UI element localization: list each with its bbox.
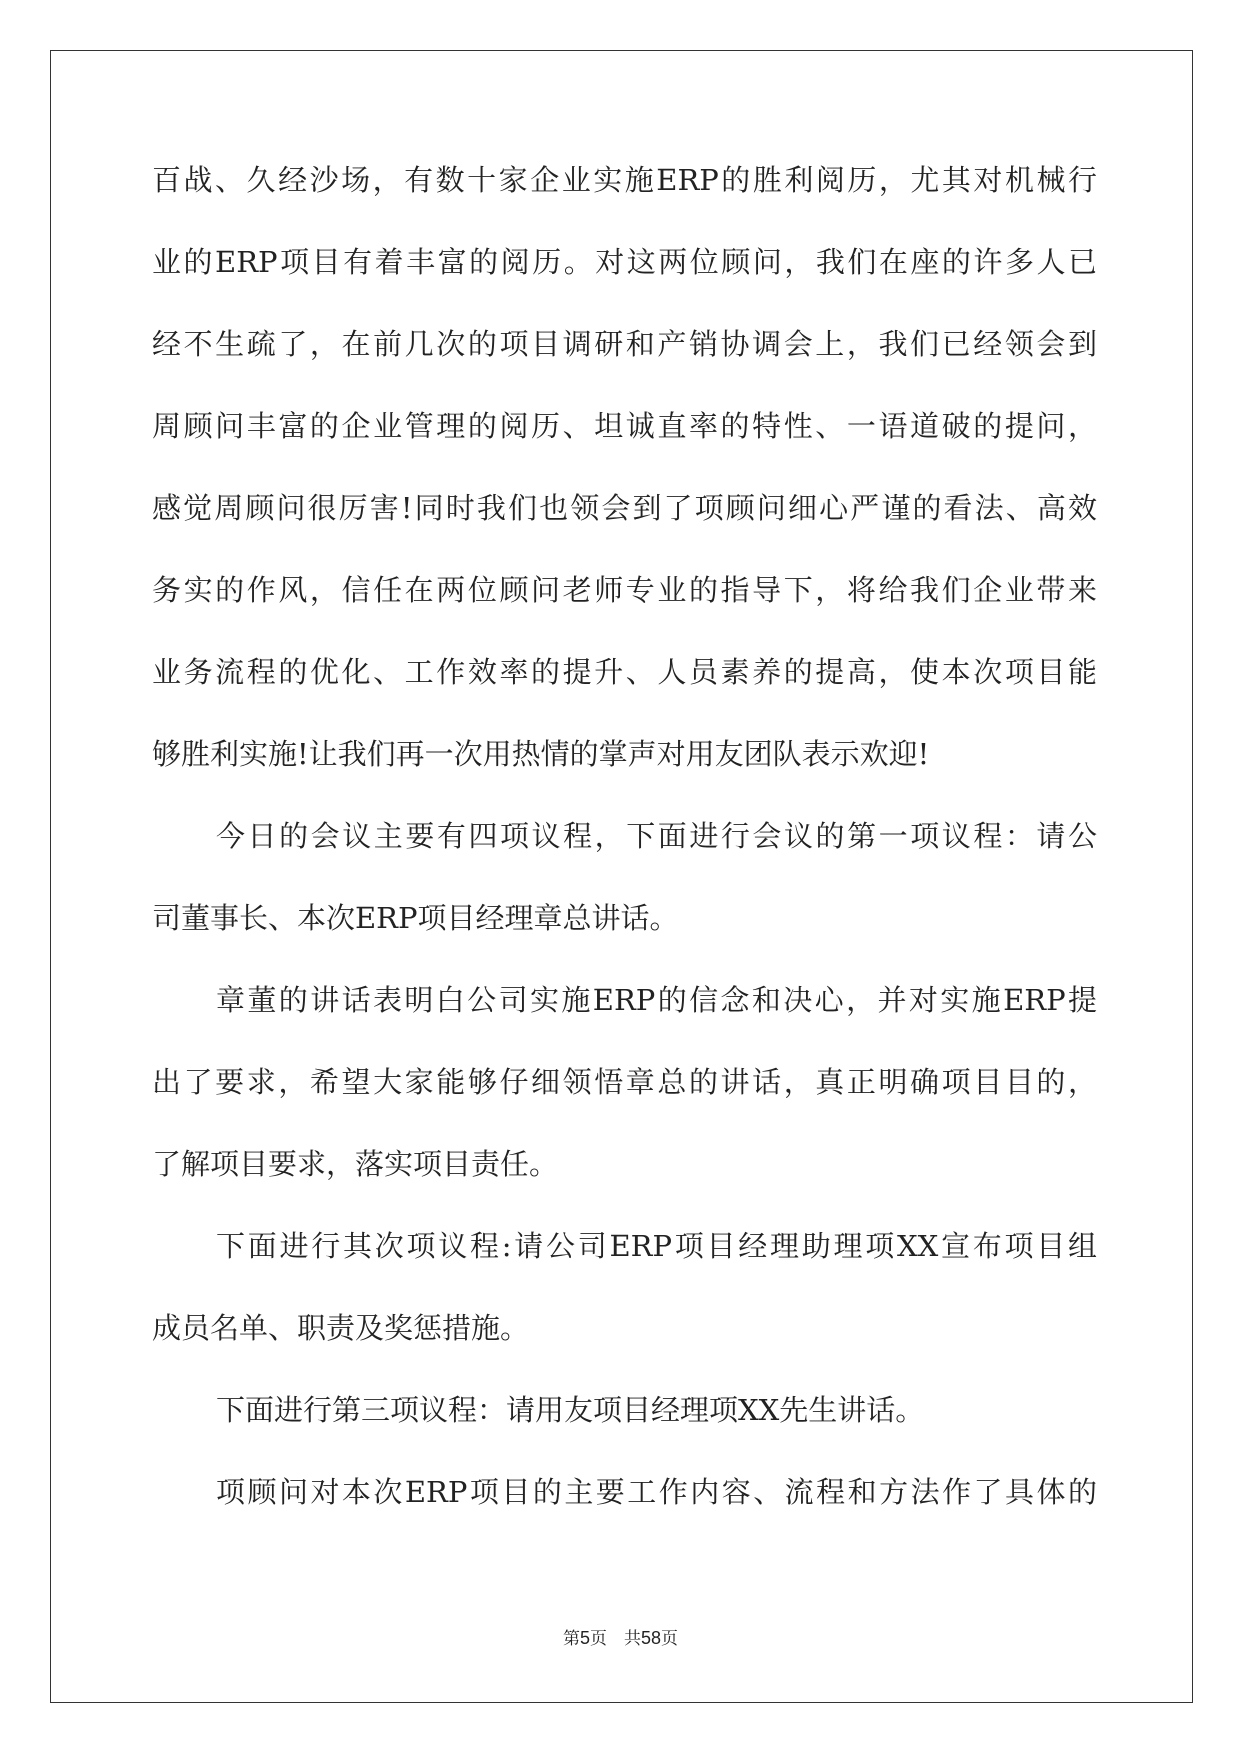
- paragraph-line: 下面进行其次项议程:请公司ERP项目经理助理项XX宣布项目组: [216, 1229, 1097, 1263]
- paragraph-line: 了解项目要求，落实项目责任。: [152, 1147, 559, 1181]
- footer-page-suffix: 页: [589, 1629, 607, 1648]
- paragraph-line: 业务流程的优化、工作效率的提升、人员素养的提高，使本次项目能: [152, 655, 1097, 689]
- page-border: [50, 50, 1193, 1703]
- paragraph-line: 出了要求，希望大家能够仔细领悟章总的讲话，真正明确项目目的，: [152, 1065, 1097, 1099]
- paragraph-line: 周顾问丰富的企业管理的阅历、坦诚直率的特性、一语道破的提问，: [152, 409, 1097, 443]
- paragraph-line: 项顾问对本次ERP项目的主要工作内容、流程和方法作了具体的: [216, 1475, 1097, 1509]
- footer-total-prefix: 共: [623, 1629, 641, 1648]
- paragraph-line: 成员名单、职责及奖惩措施。: [152, 1311, 530, 1345]
- paragraph-line: 司董事长、本次ERP项目经理章总讲话。: [152, 901, 679, 935]
- paragraph-line: 今日的会议主要有四项议程，下面进行会议的第一项议程：请公: [216, 819, 1097, 853]
- paragraph-line: 务实的作风，信任在两位顾问老师专业的指导下，将给我们企业带来: [152, 573, 1097, 607]
- paragraph-line: 章董的讲话表明白公司实施ERP的信念和决心，并对实施ERP提: [216, 983, 1097, 1017]
- paragraph-line: 业的ERP项目有着丰富的阅历。对这两位顾问，我们在座的许多人已: [152, 245, 1097, 279]
- page-footer: [0, 1624, 1241, 1649]
- total-page-count: 58: [640, 1628, 662, 1648]
- paragraph-line: 够胜利实施!让我们再一次用热情的掌声对用友团队表示欢迎!: [152, 737, 930, 771]
- paragraph-line: 下面进行第三项议程：请用友项目经理项XX先生讲话。: [216, 1393, 925, 1427]
- paragraph-line: 感觉周顾问很厉害!同时我们也领会到了项顾问细心严谨的看法、高效: [152, 491, 1097, 525]
- paragraph-line: 百战、久经沙场，有数十家企业实施ERP的胜利阅历，尤其对机械行: [152, 163, 1097, 197]
- paragraph-line: 经不生疏了，在前几次的项目调研和产销协调会上，我们已经领会到: [152, 327, 1097, 361]
- footer-prefix: 第: [562, 1629, 580, 1648]
- current-page-number: 5: [579, 1628, 590, 1648]
- footer-total-suffix: 页: [661, 1629, 679, 1648]
